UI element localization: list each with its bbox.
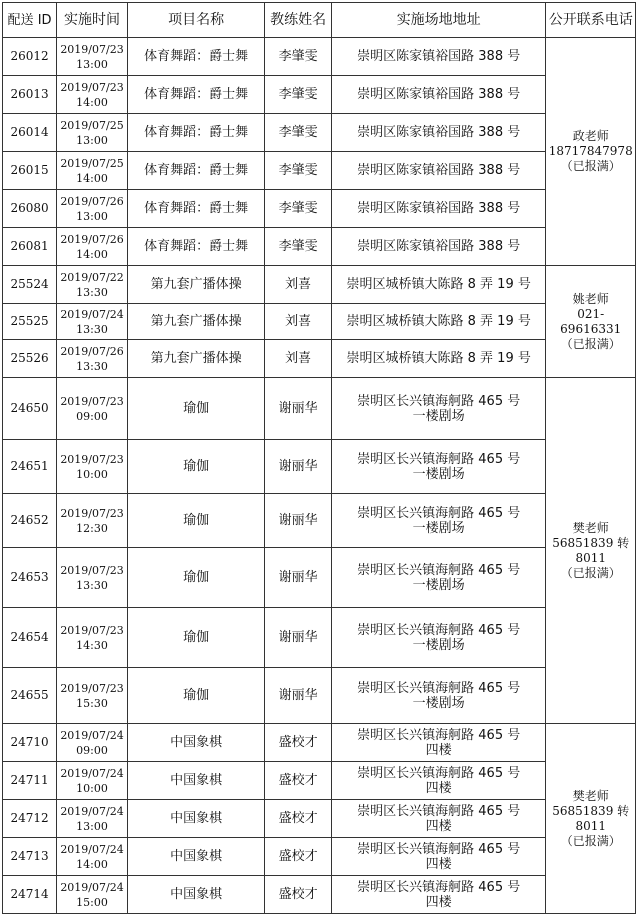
cell-venue bbox=[331, 608, 545, 668]
time-date: 2019/07/24 bbox=[60, 880, 124, 894]
table-row bbox=[3, 724, 636, 762]
cell-project: 体育舞蹈：爵士舞 bbox=[127, 152, 264, 190]
cell-time bbox=[57, 38, 128, 76]
time-date: 2019/07/23 bbox=[60, 80, 124, 94]
cell-project: 中国象棋 bbox=[127, 876, 264, 914]
cell-project: 中国象棋 bbox=[127, 724, 264, 762]
cell-coach: 李肇雯 bbox=[265, 228, 332, 266]
contact-status: （已报满） bbox=[560, 336, 621, 351]
table-row bbox=[3, 190, 636, 228]
cell-time bbox=[57, 762, 128, 800]
contact-phone-ext: 8011 bbox=[575, 550, 606, 565]
cell-project: 体育舞蹈：爵士舞 bbox=[127, 114, 264, 152]
cell-coach: 李肇雯 bbox=[265, 76, 332, 114]
time-date: 2019/07/25 bbox=[60, 118, 124, 132]
cell-time bbox=[57, 152, 128, 190]
time-clock: 14:00 bbox=[76, 857, 108, 871]
table-row bbox=[3, 152, 636, 190]
header-project: 项目名称 bbox=[127, 3, 264, 38]
time-date: 2019/07/24 bbox=[60, 766, 124, 780]
cell-project: 瑜伽 bbox=[127, 494, 264, 548]
cell-id: 24712 bbox=[3, 800, 57, 838]
cell-contact bbox=[546, 724, 636, 914]
time-date: 2019/07/23 bbox=[60, 42, 124, 56]
cell-project: 体育舞蹈：爵士舞 bbox=[127, 38, 264, 76]
time-date: 2019/07/23 bbox=[60, 394, 124, 408]
venue-line: 崇明区长兴镇海舸路 465 号 bbox=[357, 727, 521, 743]
cell-coach: 李肇雯 bbox=[265, 152, 332, 190]
venue-line: 崇明区长兴镇海舸路 465 号 bbox=[357, 622, 521, 638]
cell-id: 25525 bbox=[3, 304, 57, 340]
cell-project: 体育舞蹈：爵士舞 bbox=[127, 228, 264, 266]
venue-line: 崇明区长兴镇海舸路 465 号 bbox=[357, 803, 521, 819]
cell-coach: 李肇雯 bbox=[265, 38, 332, 76]
cell-project: 瑜伽 bbox=[127, 378, 264, 440]
venue-line: 崇明区长兴镇海舸路 465 号 bbox=[357, 562, 521, 578]
cell-time bbox=[57, 876, 128, 914]
venue-line: 一楼剧场 bbox=[412, 637, 465, 653]
cell-time bbox=[57, 724, 128, 762]
cell-coach: 盛校才 bbox=[265, 800, 332, 838]
cell-venue bbox=[331, 440, 545, 494]
contact-status: （已报满） bbox=[560, 159, 621, 173]
table-row bbox=[3, 378, 636, 440]
cell-id: 24711 bbox=[3, 762, 57, 800]
cell-venue bbox=[331, 114, 545, 152]
venue-line: 崇明区长兴镇海舸路 465 号 bbox=[357, 505, 521, 521]
cell-project: 中国象棋 bbox=[127, 838, 264, 876]
cell-time bbox=[57, 304, 128, 340]
contact-phone: 18717847978 bbox=[548, 144, 633, 158]
cell-venue bbox=[331, 76, 545, 114]
contact-phone: 021-69616331 bbox=[560, 306, 622, 336]
contact-name: 樊老师 bbox=[572, 788, 609, 803]
cell-time bbox=[57, 340, 128, 378]
time-date: 2019/07/23 bbox=[60, 681, 124, 695]
cell-id: 24713 bbox=[3, 838, 57, 876]
cell-time bbox=[57, 266, 128, 304]
venue-line: 一楼剧场 bbox=[412, 520, 465, 536]
table-row bbox=[3, 608, 636, 668]
cell-venue bbox=[331, 378, 545, 440]
venue-line: 崇明区城桥镇大陈路 8 弄 19 号 bbox=[346, 314, 531, 329]
cell-time bbox=[57, 668, 128, 724]
cell-time bbox=[57, 838, 128, 876]
contact-phone-ext: 8011 bbox=[575, 818, 606, 833]
time-clock: 10:00 bbox=[76, 467, 108, 481]
time-date: 2019/07/26 bbox=[60, 194, 124, 208]
cell-coach: 盛校才 bbox=[265, 838, 332, 876]
cell-contact bbox=[546, 378, 636, 724]
cell-coach: 谢丽华 bbox=[265, 440, 332, 494]
cell-id: 24714 bbox=[3, 876, 57, 914]
cell-venue bbox=[331, 548, 545, 608]
contact-name: 政老师 bbox=[572, 129, 609, 143]
time-clock: 09:00 bbox=[76, 743, 108, 757]
venue-line: 崇明区陈家镇裕国路 388 号 bbox=[357, 201, 521, 216]
table-body bbox=[3, 38, 636, 914]
time-clock: 13:00 bbox=[76, 57, 108, 71]
cell-coach: 盛校才 bbox=[265, 762, 332, 800]
cell-venue bbox=[331, 838, 545, 876]
cell-project: 第九套广播体操 bbox=[127, 304, 264, 340]
cell-coach: 刘喜 bbox=[265, 304, 332, 340]
time-date: 2019/07/26 bbox=[60, 232, 124, 246]
table-row bbox=[3, 548, 636, 608]
cell-project: 体育舞蹈：爵士舞 bbox=[127, 76, 264, 114]
venue-line: 一楼剧场 bbox=[412, 408, 465, 424]
cell-venue bbox=[331, 724, 545, 762]
cell-time bbox=[57, 76, 128, 114]
time-clock: 13:30 bbox=[76, 578, 108, 592]
cell-venue bbox=[331, 494, 545, 548]
venue-line: 四楼 bbox=[425, 742, 452, 758]
contact-name: 樊老师 bbox=[572, 520, 609, 535]
cell-time bbox=[57, 800, 128, 838]
header-row bbox=[3, 3, 636, 38]
time-clock: 14:00 bbox=[76, 171, 108, 185]
time-clock: 14:30 bbox=[76, 638, 108, 652]
header-coach: 教练姓名 bbox=[265, 3, 332, 38]
venue-line: 崇明区长兴镇海舸路 465 号 bbox=[357, 393, 521, 409]
time-clock: 15:30 bbox=[76, 696, 108, 710]
contact-phone: 56851839 转 bbox=[552, 535, 630, 550]
table-row bbox=[3, 440, 636, 494]
cell-id: 24655 bbox=[3, 668, 57, 724]
time-date: 2019/07/25 bbox=[60, 156, 124, 170]
header-contact: 公开联系电话 bbox=[546, 3, 636, 38]
time-clock: 13:00 bbox=[76, 819, 108, 833]
cell-project: 瑜伽 bbox=[127, 608, 264, 668]
table-row bbox=[3, 494, 636, 548]
time-clock: 13:30 bbox=[76, 322, 108, 336]
table-row bbox=[3, 76, 636, 114]
table-row bbox=[3, 876, 636, 914]
cell-id: 24654 bbox=[3, 608, 57, 668]
venue-line: 崇明区长兴镇海舸路 465 号 bbox=[357, 841, 521, 857]
schedule-sheet bbox=[2, 2, 636, 914]
time-date: 2019/07/24 bbox=[60, 804, 124, 818]
schedule-table bbox=[2, 2, 636, 914]
cell-venue bbox=[331, 304, 545, 340]
venue-line: 崇明区城桥镇大陈路 8 弄 19 号 bbox=[346, 351, 531, 366]
cell-contact bbox=[546, 38, 636, 266]
cell-coach: 李肇雯 bbox=[265, 190, 332, 228]
venue-line: 崇明区陈家镇裕国路 388 号 bbox=[357, 163, 521, 178]
cell-coach: 谢丽华 bbox=[265, 608, 332, 668]
table-row bbox=[3, 38, 636, 76]
cell-contact bbox=[546, 266, 636, 378]
cell-coach: 盛校才 bbox=[265, 724, 332, 762]
cell-id: 24653 bbox=[3, 548, 57, 608]
venue-line: 崇明区陈家镇裕国路 388 号 bbox=[357, 87, 521, 102]
cell-coach: 盛校才 bbox=[265, 876, 332, 914]
time-clock: 12:30 bbox=[76, 521, 108, 535]
venue-line: 崇明区长兴镇海舸路 465 号 bbox=[357, 765, 521, 781]
venue-line: 一楼剧场 bbox=[412, 466, 465, 482]
cell-coach: 谢丽华 bbox=[265, 378, 332, 440]
venue-line: 四楼 bbox=[425, 780, 452, 796]
table-row bbox=[3, 762, 636, 800]
cell-venue bbox=[331, 266, 545, 304]
contact-name: 姚老师 bbox=[572, 291, 609, 306]
cell-time bbox=[57, 114, 128, 152]
cell-project: 第九套广播体操 bbox=[127, 340, 264, 378]
time-clock: 09:00 bbox=[76, 409, 108, 423]
cell-project: 瑜伽 bbox=[127, 440, 264, 494]
contact-phone: 56851839 转 bbox=[552, 803, 630, 818]
time-date: 2019/07/23 bbox=[60, 623, 124, 637]
cell-time bbox=[57, 548, 128, 608]
time-clock: 13:00 bbox=[76, 133, 108, 147]
cell-id: 26012 bbox=[3, 38, 57, 76]
header-id: 配送 ID bbox=[3, 3, 57, 38]
cell-project: 第九套广播体操 bbox=[127, 266, 264, 304]
cell-id: 26015 bbox=[3, 152, 57, 190]
time-clock: 13:30 bbox=[76, 359, 108, 373]
cell-id: 26013 bbox=[3, 76, 57, 114]
cell-coach: 谢丽华 bbox=[265, 494, 332, 548]
cell-id: 24651 bbox=[3, 440, 57, 494]
time-date: 2019/07/24 bbox=[60, 728, 124, 742]
table-row bbox=[3, 304, 636, 340]
cell-venue bbox=[331, 38, 545, 76]
cell-id: 26014 bbox=[3, 114, 57, 152]
table-row bbox=[3, 838, 636, 876]
table-row bbox=[3, 800, 636, 838]
cell-venue bbox=[331, 762, 545, 800]
time-date: 2019/07/23 bbox=[60, 452, 124, 466]
cell-time bbox=[57, 494, 128, 548]
cell-venue bbox=[331, 152, 545, 190]
cell-id: 24650 bbox=[3, 378, 57, 440]
table-row bbox=[3, 668, 636, 724]
time-date: 2019/07/24 bbox=[60, 842, 124, 856]
contact-status: （已报满） bbox=[560, 833, 621, 848]
header-venue: 实施场地地址 bbox=[331, 3, 545, 38]
venue-line: 崇明区陈家镇裕国路 388 号 bbox=[357, 49, 521, 64]
venue-line: 四楼 bbox=[425, 818, 452, 834]
cell-project: 中国象棋 bbox=[127, 762, 264, 800]
header-time: 实施时间 bbox=[57, 3, 128, 38]
cell-id: 24710 bbox=[3, 724, 57, 762]
venue-line: 崇明区陈家镇裕国路 388 号 bbox=[357, 125, 521, 140]
venue-line: 一楼剧场 bbox=[412, 695, 465, 711]
cell-time bbox=[57, 228, 128, 266]
cell-project: 中国象棋 bbox=[127, 800, 264, 838]
time-clock: 14:00 bbox=[76, 95, 108, 109]
venue-line: 四楼 bbox=[425, 856, 452, 872]
time-clock: 13:00 bbox=[76, 209, 108, 223]
cell-id: 26080 bbox=[3, 190, 57, 228]
time-date: 2019/07/22 bbox=[60, 270, 124, 284]
venue-line: 一楼剧场 bbox=[412, 577, 465, 593]
cell-time bbox=[57, 608, 128, 668]
cell-id: 24652 bbox=[3, 494, 57, 548]
cell-project: 体育舞蹈：爵士舞 bbox=[127, 190, 264, 228]
cell-time bbox=[57, 378, 128, 440]
cell-time bbox=[57, 440, 128, 494]
cell-coach: 谢丽华 bbox=[265, 668, 332, 724]
time-clock: 15:00 bbox=[76, 895, 108, 909]
table-row bbox=[3, 228, 636, 266]
table-row bbox=[3, 340, 636, 378]
table-row bbox=[3, 114, 636, 152]
contact-status: （已报满） bbox=[560, 565, 621, 580]
cell-venue bbox=[331, 800, 545, 838]
cell-venue bbox=[331, 876, 545, 914]
venue-line: 四楼 bbox=[425, 894, 452, 910]
time-date: 2019/07/26 bbox=[60, 344, 124, 358]
cell-time bbox=[57, 190, 128, 228]
cell-id: 26081 bbox=[3, 228, 57, 266]
cell-project: 瑜伽 bbox=[127, 668, 264, 724]
cell-venue bbox=[331, 228, 545, 266]
venue-line: 崇明区长兴镇海舸路 465 号 bbox=[357, 879, 521, 895]
cell-venue bbox=[331, 190, 545, 228]
venue-line: 崇明区长兴镇海舸路 465 号 bbox=[357, 680, 521, 696]
cell-coach: 谢丽华 bbox=[265, 548, 332, 608]
cell-id: 25526 bbox=[3, 340, 57, 378]
time-date: 2019/07/23 bbox=[60, 563, 124, 577]
time-date: 2019/07/24 bbox=[60, 307, 124, 321]
time-clock: 10:00 bbox=[76, 781, 108, 795]
time-clock: 14:00 bbox=[76, 247, 108, 261]
venue-line: 崇明区长兴镇海舸路 465 号 bbox=[357, 451, 521, 467]
table-row bbox=[3, 266, 636, 304]
cell-coach: 刘喜 bbox=[265, 340, 332, 378]
time-date: 2019/07/23 bbox=[60, 506, 124, 520]
venue-line: 崇明区城桥镇大陈路 8 弄 19 号 bbox=[346, 277, 531, 292]
venue-line: 崇明区陈家镇裕国路 388 号 bbox=[357, 239, 521, 254]
cell-coach: 刘喜 bbox=[265, 266, 332, 304]
cell-id: 25524 bbox=[3, 266, 57, 304]
cell-venue bbox=[331, 668, 545, 724]
cell-project: 瑜伽 bbox=[127, 548, 264, 608]
time-clock: 13:30 bbox=[76, 285, 108, 299]
cell-coach: 李肇雯 bbox=[265, 114, 332, 152]
cell-venue bbox=[331, 340, 545, 378]
